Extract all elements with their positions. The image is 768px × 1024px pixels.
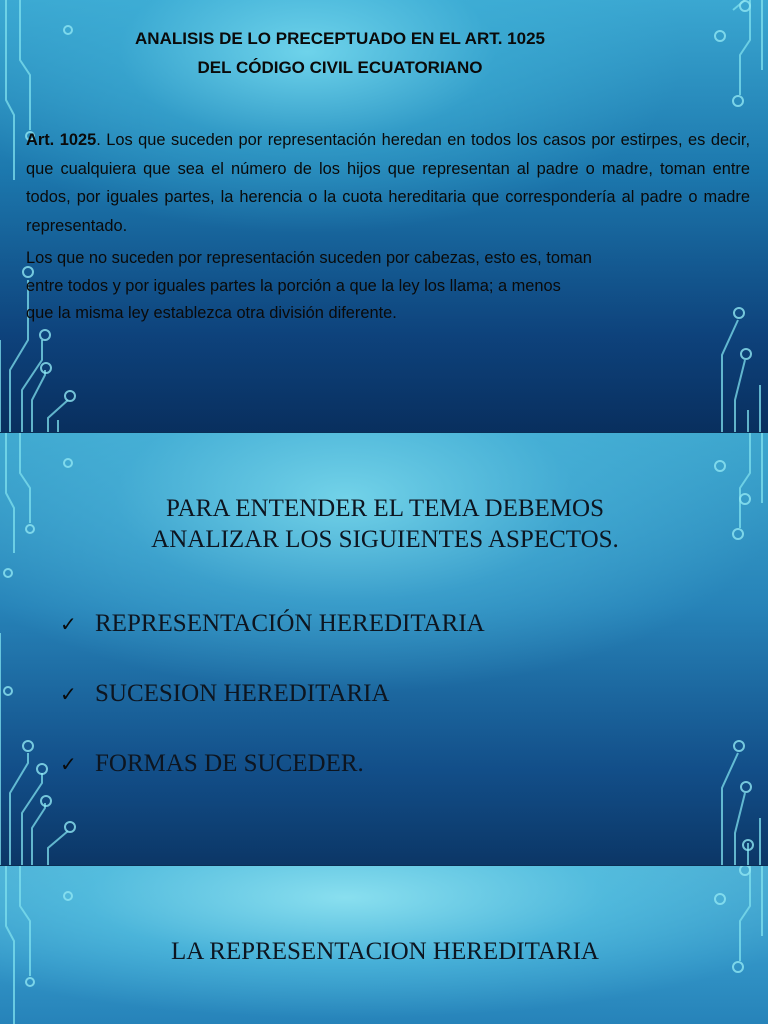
article-paragraph-text: . Los que suceden por representación heredan en todos los casos por estirpes, es decir, que cualquiera que sea el número de los hijos que representan al padre o madre, toman entre todos, por iguales partes, la herencia o la cuota hereditaria que correspondería al padre o madre representado.	[26, 131, 750, 235]
checkmark-icon: ✓	[60, 682, 77, 706]
article-label: Art. 1025	[26, 131, 97, 149]
slide-3	[0, 866, 768, 1024]
slide-1	[0, 0, 768, 432]
slide-2-heading-line-2: ANALIZAR LOS SIGUIENTES ASPECTOS.	[151, 526, 619, 553]
slide-1-title-line-2: DEL CÓDIGO CIVIL ECUATORIANO	[197, 58, 483, 77]
list-item	[60, 608, 700, 678]
list-item-text: SUCESION HEREDITARIA	[95, 680, 390, 707]
list-item-text: REPRESENTACIÓN HEREDITARIA	[95, 610, 485, 637]
article-paragraph	[26, 126, 750, 240]
second-paragraph	[26, 245, 750, 328]
second-paragraph-line: entre todos y por iguales partes la porción a que la ley los llama; a menos	[26, 276, 561, 295]
checkmark-icon: ✓	[60, 752, 77, 776]
aspects-list	[60, 608, 700, 818]
slide-1-title	[60, 24, 620, 82]
checkmark-icon: ✓	[60, 612, 77, 636]
slide-2-heading-line-1: PARA ENTENDER EL TEMA DEBEMOS	[165, 495, 604, 522]
second-paragraph-line: Los que no suceden por representación suceden por cabezas, esto es, toman	[26, 249, 592, 267]
list-item	[60, 748, 700, 818]
slide-2-heading	[60, 493, 710, 555]
list-item-text: FORMAS DE SUCEDER.	[95, 750, 364, 777]
second-paragraph-line: que la misma ley establezca otra división diferente.	[26, 304, 397, 322]
slide-2	[0, 433, 768, 865]
list-item	[60, 678, 700, 748]
slide-1-title-line-1: ANALISIS DE LO PRECEPTUADO EN EL ART. 1025	[135, 29, 545, 48]
slide-3-title: LA REPRESENTACION HEREDITARIA	[171, 938, 599, 965]
